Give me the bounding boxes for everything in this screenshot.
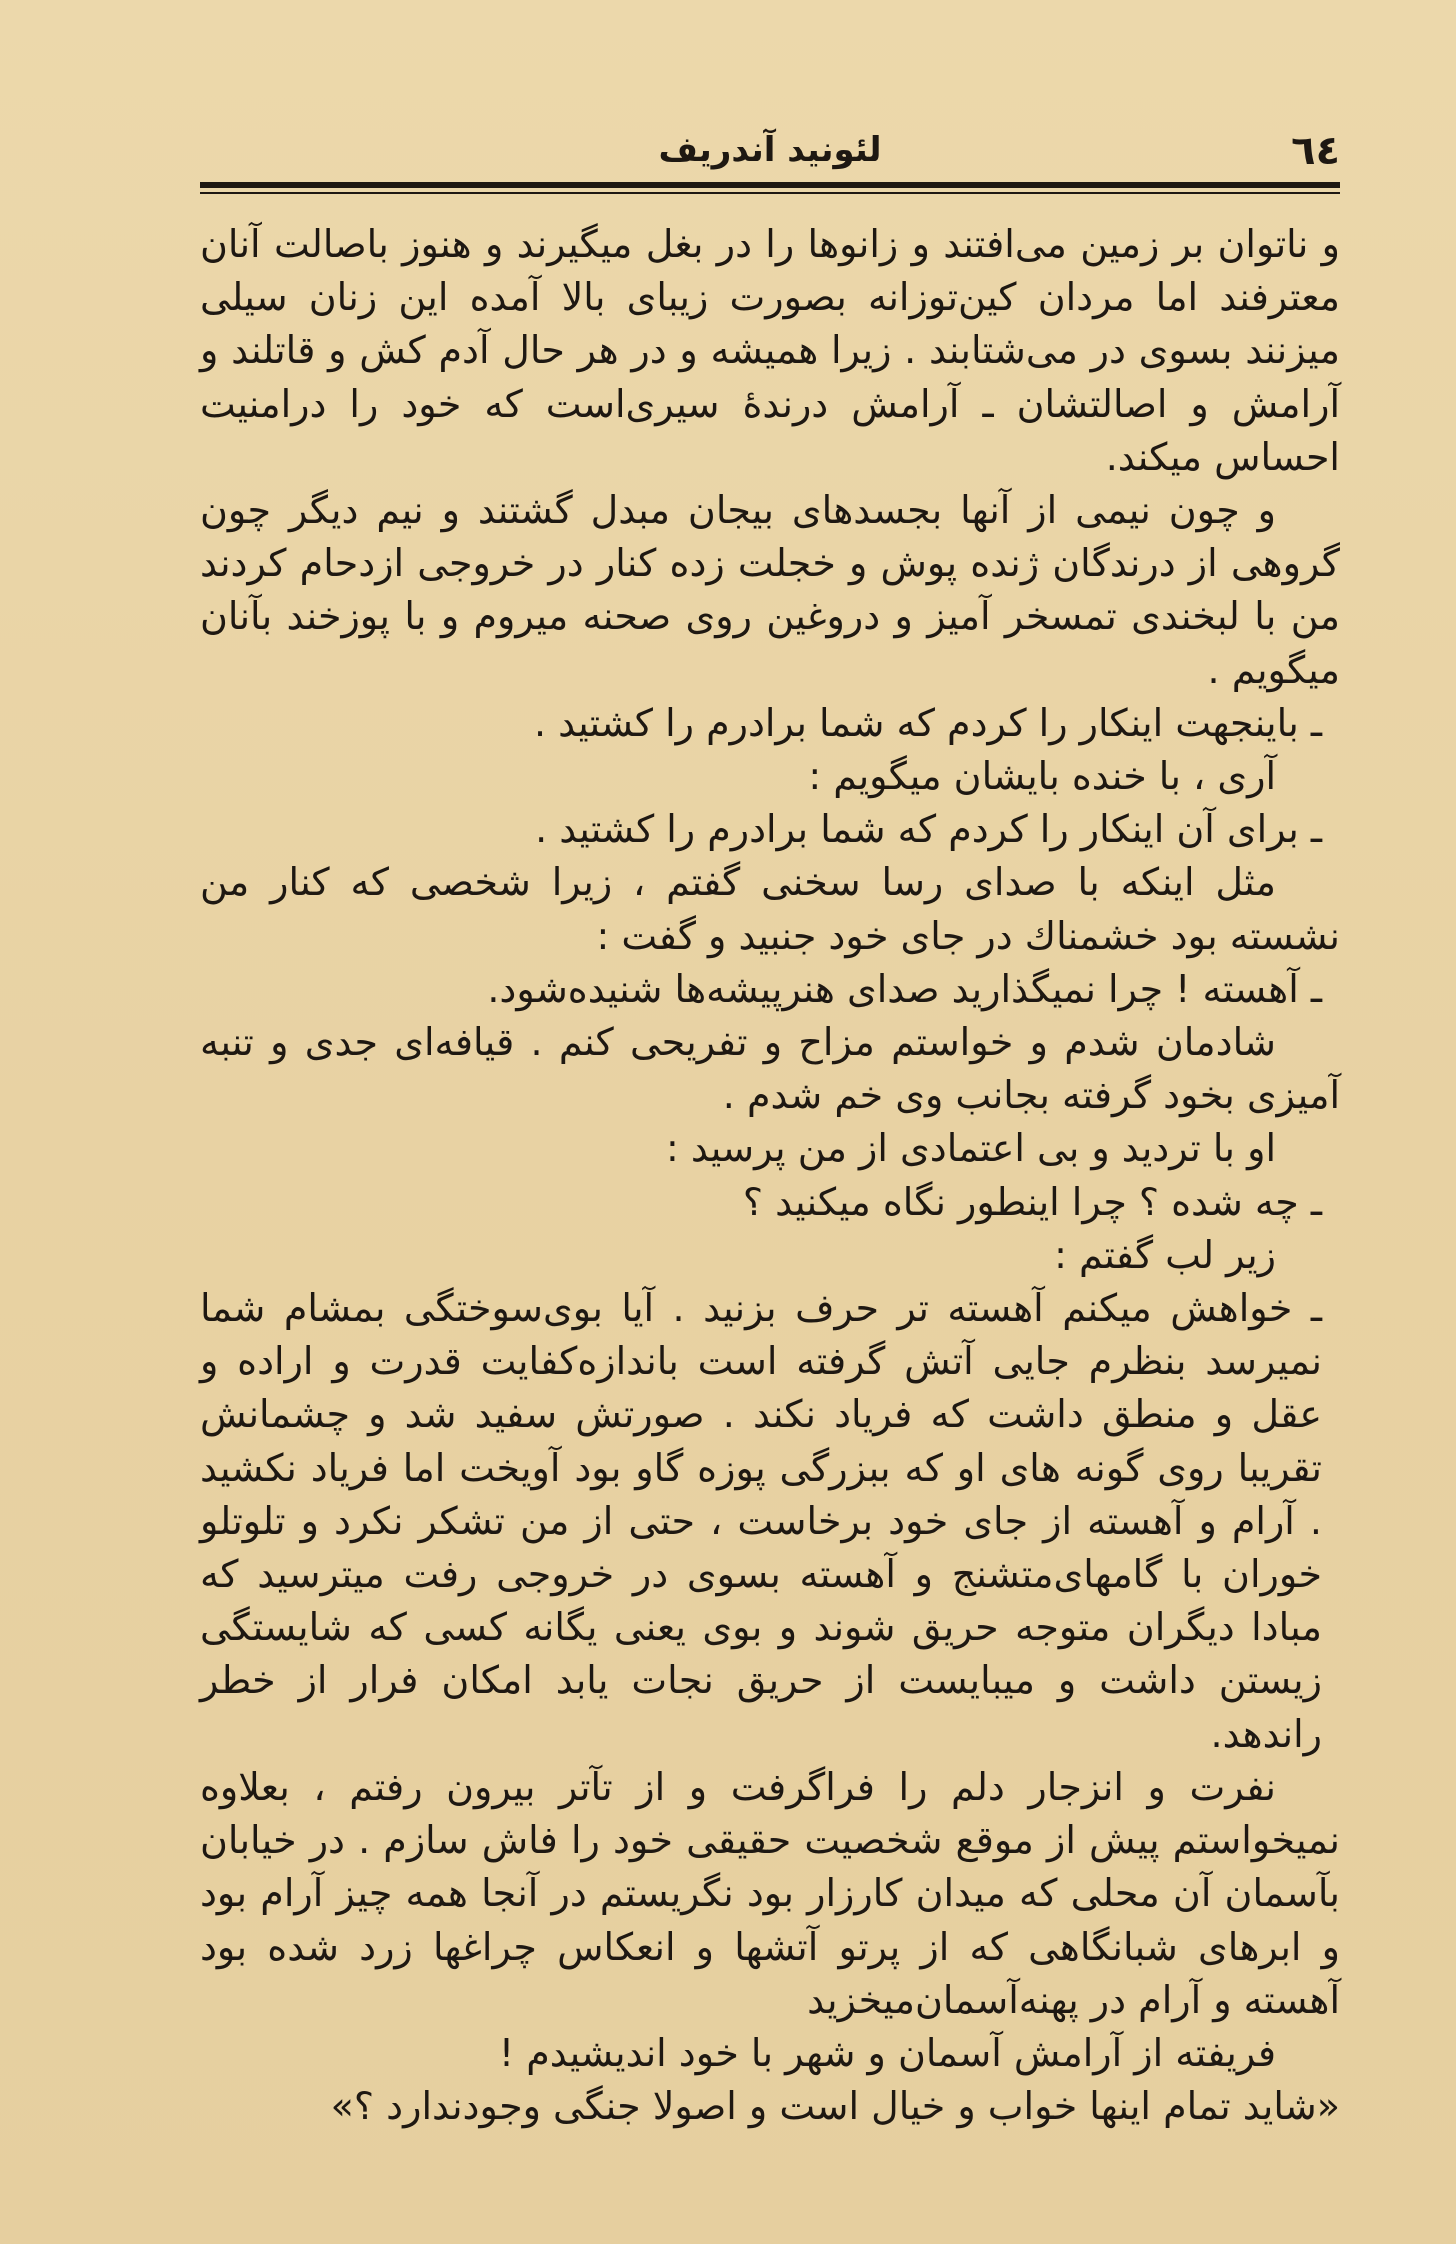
header-rule-thin bbox=[200, 192, 1340, 194]
paragraph: فریفته از آرامش آسمان و شهر با خود اندیشیدم ! bbox=[498, 2030, 1276, 2075]
paragraph: و ناتوان بر زمین می‌افتند و زانوها را در بغل میگیرند و هنوز باصالت آنان معترفند اما مردان کین‌توزانه بصورت زیبای بالا آمده این زنان سیلی میزنند بسوی در می‌شتابند . زیرا همیشه و در هر حال آدم کش و قاتلند و آرامش و اصالتشان ـ آرامش درندهٔ سیری‌است که خود را درامنیت احساس میکند. bbox=[200, 222, 1340, 479]
page-number: ٦٤ bbox=[1291, 128, 1340, 174]
dialogue-line: ـ خواهش میکنم آهسته تر حرف بزنید . آیا بوی‌سوختگی بمشام شما نمیرسد بنظرم جایی آتش گرفته است باندازه‌کفایت قدرت و اراده و عقل و منطق داشت که فریاد نکند . صورتش سفید شد و چشمانش تقریبا روی گونه های او که ببزرگی پوزه گاو بود آویخت اما فریاد نکشید . آرام و آهسته از جای خود برخاست ، حتی از من تشکر نکرد و تلوتلو خوران با گامهای‌متشنج و آهسته بسوی در خروجی رفت میترسید که مبادا دیگران متوجه حریق شوند و بوی یعنی یگانه کسی که شایستگی زیستن داشت و میبایست از حریق نجات یابد امکان فرار از خطر راندهد. bbox=[200, 1286, 1322, 1756]
dialogue-line: ـ باینجهت اینکار را کردم که شما برادرم را کشتید . bbox=[533, 700, 1322, 745]
paragraph: و چون نیمی از آنها بجسدهای بیجان مبدل گشتند و نیم دیگر چون گروهی از درندگان ژنده پوش و خجلت زده کنار در خروجی ازدحام کردند من با لبخندی تمسخر آمیز و دروغین روی صحنه میروم و با پوزخند بآنان میگویم . bbox=[200, 488, 1340, 692]
dialogue-line: ـ آهسته ! چرا نمیگذارید صدای هنرپیشه‌ها شنیده‌شود. bbox=[487, 966, 1322, 1011]
paragraph: «شاید تمام اینها خواب و خیال است و اصولا جنگی وجودندارد ؟» bbox=[330, 2084, 1340, 2129]
dialogue-line: ـ چه شده ؟ چرا اینطور نگاه میکنید ؟ bbox=[742, 1179, 1322, 1224]
paragraph: او با تردید و بی اعتمادی از من پرسید : bbox=[665, 1126, 1276, 1171]
paragraph: زیر لب گفتم : bbox=[1054, 1232, 1276, 1277]
dialogue-line: ـ برای آن اینکار را کردم که شما برادرم را کشتید . bbox=[535, 807, 1322, 852]
paragraph: مثل اینکه با صدای رسا سخنی گفتم ، زیرا شخصی که کنار من نشسته بود خشمناك در جای خود جنبید و گفت : bbox=[200, 860, 1340, 958]
paragraph: نفرت و انزجار دلم را فراگرفت و از تآتر بیرون رفتم ، بعلاوه نمیخواستم پیش از موقع شخصیت حقیقی خود را فاش سازم . در خیابان بآسمان آن محلی که میدان کارزار بود نگریستم در آنجا همه چیز آرام بود و ابرهای شبانگاهی که از پرتو آتشها و انعکاس چراغها زرد شده بود آهسته و آرام در پهنه‌آسمان‌میخزید bbox=[200, 1764, 1340, 2022]
paragraph: شادمان شدم و خواستم مزاح و تفریحی کنم . قیافه‌ای جدی و تنبه آمیزی بخود گرفته بجانب وی خم شدم . bbox=[200, 1020, 1340, 1118]
page-header bbox=[200, 120, 1340, 180]
header-rule bbox=[200, 182, 1340, 188]
paragraph: آری ، با خنده بایشان میگویم : bbox=[808, 754, 1276, 799]
running-title: لئونید آندریف bbox=[658, 130, 882, 170]
body-text bbox=[200, 218, 1340, 2133]
